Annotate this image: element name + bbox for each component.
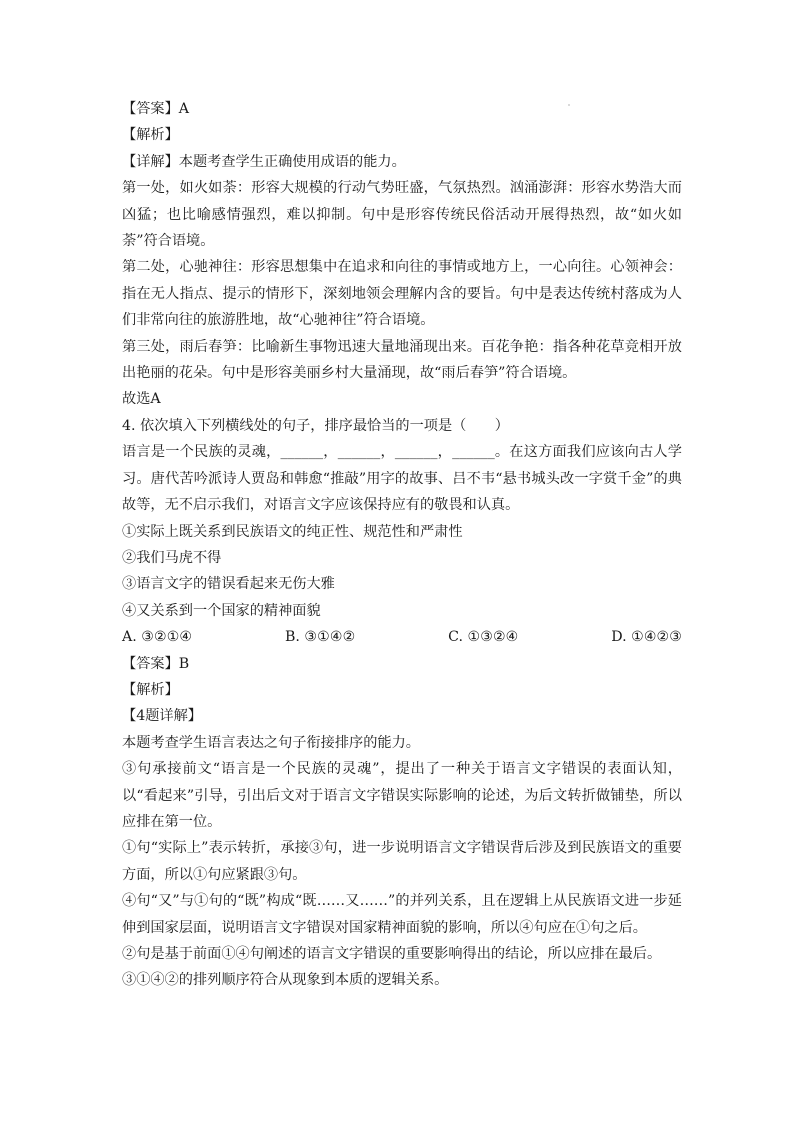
q4-intro: 本题考查学生语言表达之句子衔接排序的能力。	[122, 734, 420, 751]
q4-explanation-4: ②句是基于前面①④句阐述的语言文字错误的重要影响得出的结论，所以应排在最后。	[122, 946, 662, 962]
q4-detail-label: 【4题详解】	[122, 708, 202, 725]
q4-option-b: B. ③①④②	[284, 629, 356, 646]
q4-explanation-2: ①句“实际上”表示转折，承接③句，进一步说明语言文字错误背后涉及到民族语文的重要方面，所以①句应紧跟③句。	[122, 840, 682, 883]
q4-answer: 【答案】B	[122, 655, 190, 672]
q3-answer: 【答案】A	[122, 101, 189, 117]
q4-options	[122, 624, 682, 650]
q4-stem: 语言是一个民族的灵魂，______，______，______，______。在这方面我们应该向古人学习。唐代苦吟派诗人贾岛和韩愈“推敲”用字的故事、吕不韦“悬书城头改一字赏千金”的典故等，无不启示我们，对语言文字应该保持应有的敬畏和认真。	[122, 444, 682, 514]
q4-sentence-3: ③语言文字的错误看起来无伤大雅	[122, 576, 335, 593]
q4-explanation-3: ④句“又”与①句的“既”构成“既……又……”的并列关系，且在逻辑上从民族语文进一步延伸到国家层面，说明语言文字错误对国家精神面貌的影响，所以④句应在①句之后。	[122, 893, 682, 936]
q4-sentence-4: ④又关系到一个国家的精神面貌	[122, 602, 321, 619]
q3-detail-intro: 【详解】本题考查学生正确使用成语的能力。	[122, 153, 406, 170]
q4-question: 4. 依次填入下列横线处的句子，排序最恰当的一项是（ ）	[122, 417, 509, 434]
q4-explanation-5: ③①④②的排列顺序符合从现象到本质的逻辑关系。	[122, 972, 449, 989]
q4-sentence-2: ②我们马虎不得	[122, 549, 222, 566]
q3-explanation-2: 第二处，心驰神往：形容思想集中在追求和向往的事情或地方上，一心向往。心领神会：指在无人指点、提示的情形下，深刻地领会理解内含的要旨。句中是表达传统村落成为人们非常向往的旅游胜地，故“心驰神往”符合语境。	[122, 259, 682, 329]
q4-option-c: C. ①③②④	[448, 629, 519, 646]
q3-explanation-3: 第三处，雨后春笋：比喻新生事物迅速大量地涌现出来。百花争艳：指各种花草竞相开放出艳丽的花朵。句中是形容美丽乡村大量涌现，故“雨后春笋”符合语境。	[122, 338, 682, 382]
q4-option-a: A. ③②①④	[122, 629, 193, 646]
q3-explanation-1: 第一处，如火如荼：形容大规模的行动气势旺盛，气氛热烈。汹涌澎湃：形容水势浩大而凶猛；也比喻感情强烈，难以抑制。句中是形容传统民俗活动开展得热烈，故“如火如荼”符合语境。	[122, 180, 682, 250]
q3-conclusion: 故选A	[122, 391, 161, 408]
q3-analysis-label: 【解析】	[122, 127, 179, 144]
document-body	[122, 96, 682, 994]
q4-explanation-1: ③句承接前文“语言是一个民族的灵魂”，提出了一种关于语言文字错误的表面认知，以“看起来”引导，引出后文对于语言文字错误实际影响的论述，为后文转折做铺垫，所以应排在第一位。	[122, 761, 682, 830]
q4-sentence-1: ①实际上既关系到民族语文的纯正性、规范性和严肃性	[122, 523, 463, 540]
q4-analysis-label: 【解析】	[122, 681, 179, 698]
q4-option-d: D. ①④②③	[611, 629, 682, 646]
